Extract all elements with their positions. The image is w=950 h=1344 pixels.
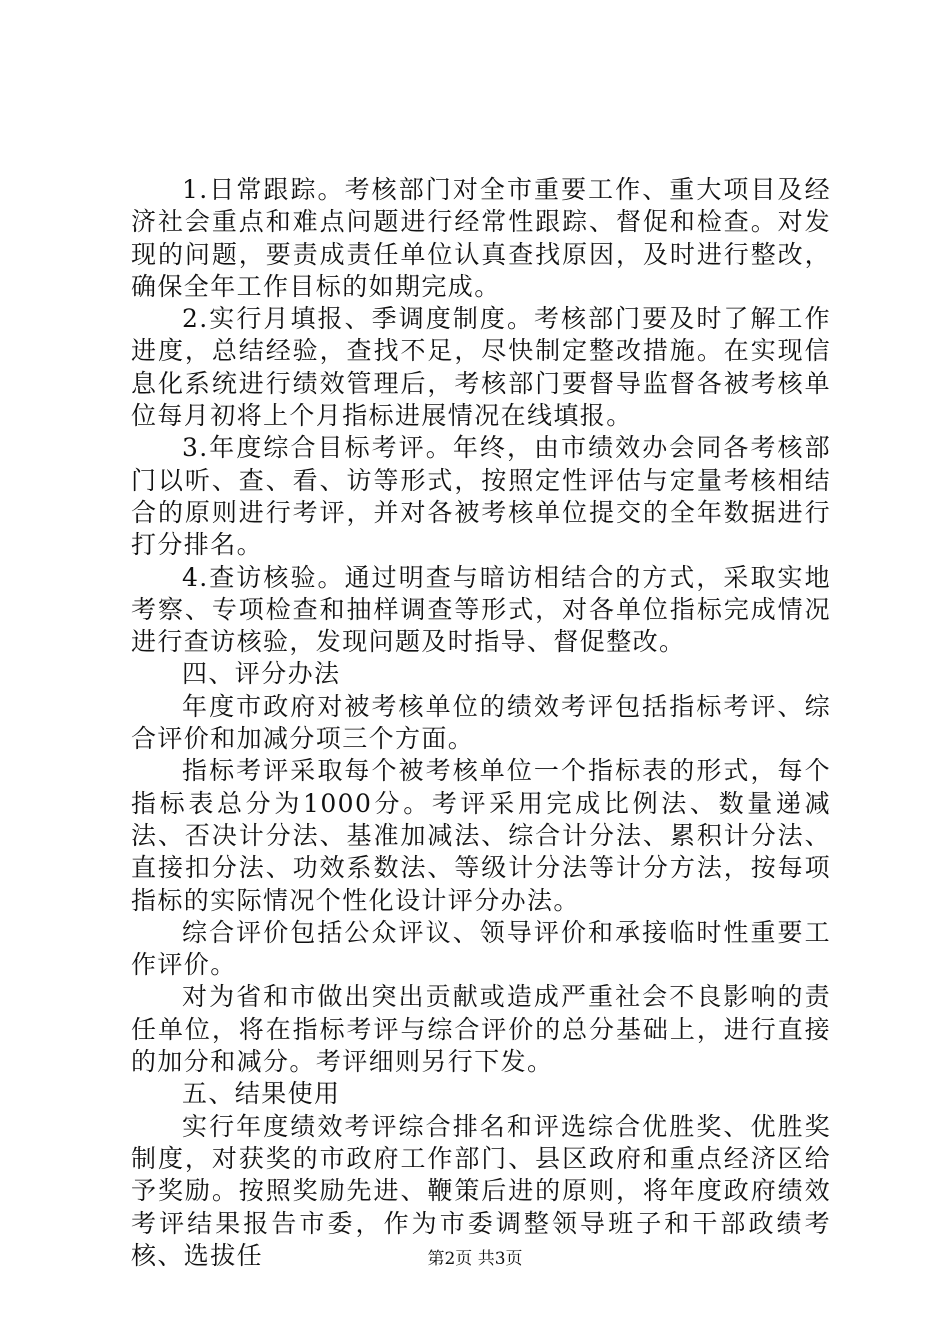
paragraph-bonus-deduction: 对为省和市做出突出贡献或造成严重社会不良影响的责任单位，将在指标考评与综合评价的总分基础上，进行直接的加分和减分。考评细则另行下发。 xyxy=(131,982,831,1077)
paragraph-annual-evaluation: 3.年度综合目标考评。年终，由市绩效办会同各考核部门以听、查、看、访等形式，按照定性评估与定量考核相结合的原则进行考评，并对各被考核单位提交的全年数据进行打分排名。 xyxy=(131,433,831,560)
paragraph-results-use: 实行年度绩效考评综合排名和评选综合优胜奖、优胜奖制度，对获奖的市政府工作部门、县区政府和重点经济区给予奖励。按照奖励先进、鞭策后进的原则，将年度政府绩效考评结果报告市委，作为市委调整领导班子和干部政绩考核、选拔任 xyxy=(131,1111,831,1270)
paragraph-indicator-evaluation: 指标考评采取每个被考核单位一个指标表的形式，每个指标表总分为1000分。考评采用完成比例法、数量递减法、否决计分法、基准加减法、综合计分法、累积计分法、直接扣分法、功效系数法、等级计分法等计分方法，按每项指标的实际情况个性化设计评分办法。 xyxy=(131,756,831,915)
section-heading-scoring: 四、评分办法 xyxy=(182,659,341,689)
page-number-footer: 第2页 共3页 xyxy=(427,1249,523,1269)
paragraph-comprehensive-evaluation: 综合评价包括公众评议、领导评价和承接临时性重要工作评价。 xyxy=(131,917,831,980)
document-body xyxy=(131,174,831,1272)
paragraph-scoring-overview: 年度市政府对被考核单位的绩效考评包括指标考评、综合评价和加减分项三个方面。 xyxy=(131,691,831,754)
section-heading-results: 五、结果使用 xyxy=(182,1079,341,1109)
paragraph-monthly-report: 2.实行月填报、季调度制度。考核部门要及时了解工作进度，总结经验，查找不足，尽快制定整改措施。在实现信息化系统进行绩效管理后，考核部门要督导监督各被考核单位每月初将上个月指标进展情况在线填报。 xyxy=(131,304,831,431)
paragraph-daily-tracking: 1.日常跟踪。考核部门对全市重要工作、重大项目及经济社会重点和难点问题进行经常性跟踪、督促和检查。对发现的问题，要责成责任单位认真查找原因，及时进行整改，确保全年工作目标的如期完成。 xyxy=(131,175,831,301)
paragraph-verification: 4.查访核验。通过明查与暗访相结合的方式，采取实地考察、专项检查和抽样调查等形式，对各单位指标完成情况进行查访核验，发现问题及时指导、督促整改。 xyxy=(131,562,831,657)
